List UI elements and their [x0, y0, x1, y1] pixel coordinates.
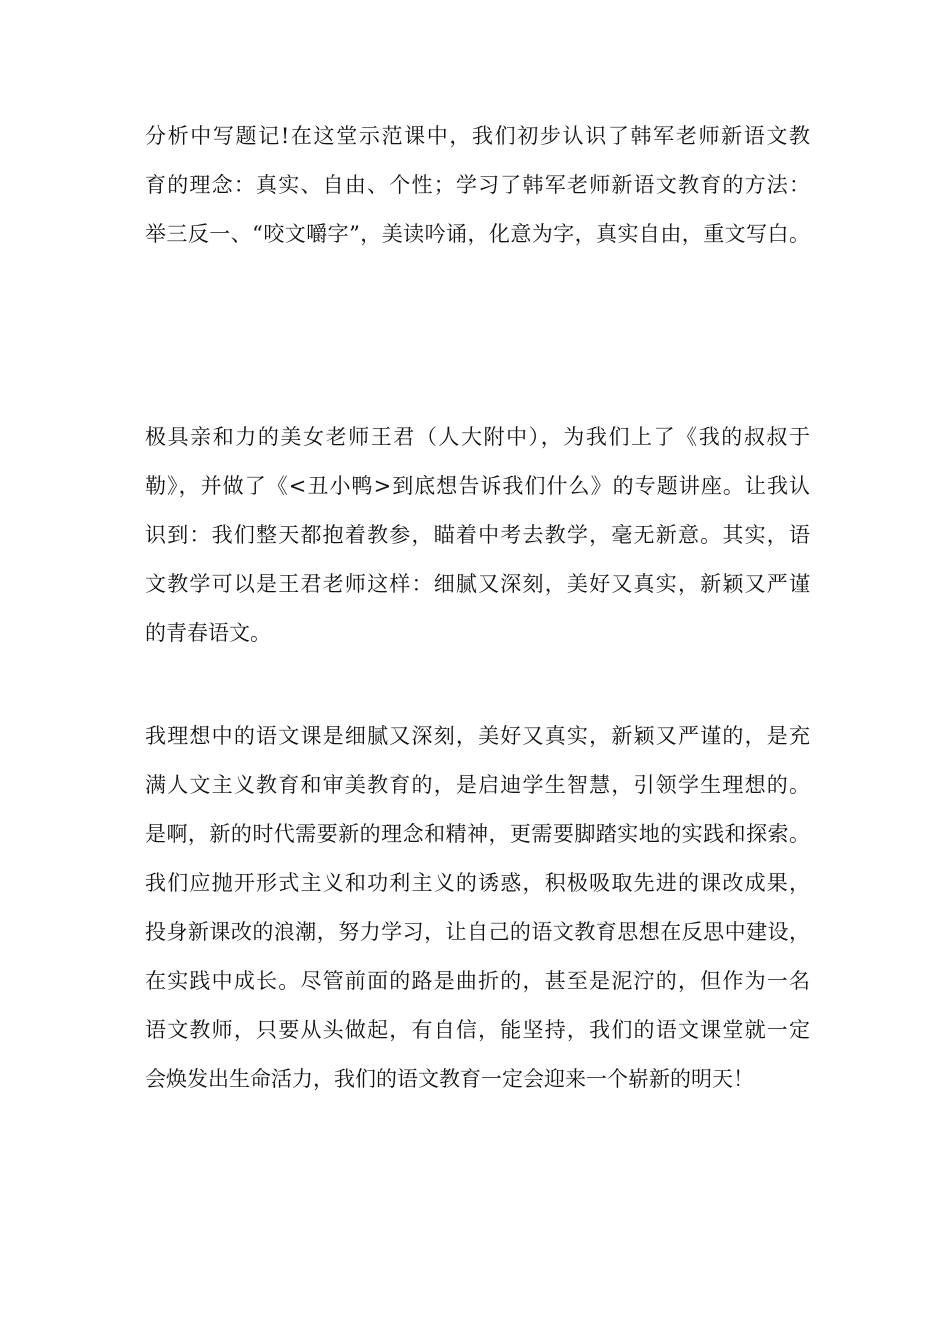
text-line: 育的理念：真实、自由、个性；学习了韩军老师新语文教育的方法： — [145, 173, 810, 197]
text-line: 分析中写题记!在这堂示范课中，我们初步认识了韩军老师新语文教 — [145, 124, 810, 148]
text-line: 我们应抛开形式主义和功利主义的诱惑，积极吸取先进的课改成果， — [145, 871, 810, 895]
text-line: 识到：我们整天都抱着教参，瞄着中考去教学，毫无新意。其实，语 — [145, 523, 810, 547]
paragraph-wangjun-lesson — [145, 413, 810, 658]
text-line: 举三反一、“咬文嚼字”，美读吟诵，化意为字，真实自由，重文写白。 — [145, 222, 810, 246]
text-line: 语文教师，只要从头做起，有自信，能坚持，我们的语文课堂就一定 — [145, 1018, 810, 1042]
text-line: 的青春语文。 — [145, 621, 271, 645]
text-line: 极具亲和力的美女老师王君（人大附中），为我们上了《我的叔叔于 — [145, 425, 810, 449]
text-line: 在实践中成长。尽管前面的路是曲折的，甚至是泥泞的，但作为一名 — [145, 969, 810, 993]
text-line: 投身新课改的浪潮，努力学习，让自己的语文教育思想在反思中建设， — [145, 920, 810, 944]
text-line: 我理想中的语文课是细腻又深刻，美好又真实，新颖又严谨的，是充 — [145, 724, 810, 748]
text-line: 是啊，新的时代需要新的理念和精神，更需要脚踏实地的实践和探索。 — [145, 822, 810, 846]
text-line: 满人文主义教育和审美教育的，是启迪学生智慧，引领学生理想的。 — [145, 773, 810, 797]
text-line: 文教学可以是王君老师这样：细腻又深刻，美好又真实，新颖又严谨 — [145, 572, 810, 596]
text-line: 会焕发出生命活力，我们的语文教育一定会迎来一个崭新的明天！ — [145, 1067, 754, 1091]
paragraph-hanjun-lesson — [145, 112, 810, 259]
paragraph-ideal-chinese-class — [145, 712, 810, 1104]
text-line: 勒》，并做了《<丑小鸭>到底想告诉我们什么》的专题讲座。让我认 — [145, 474, 810, 498]
